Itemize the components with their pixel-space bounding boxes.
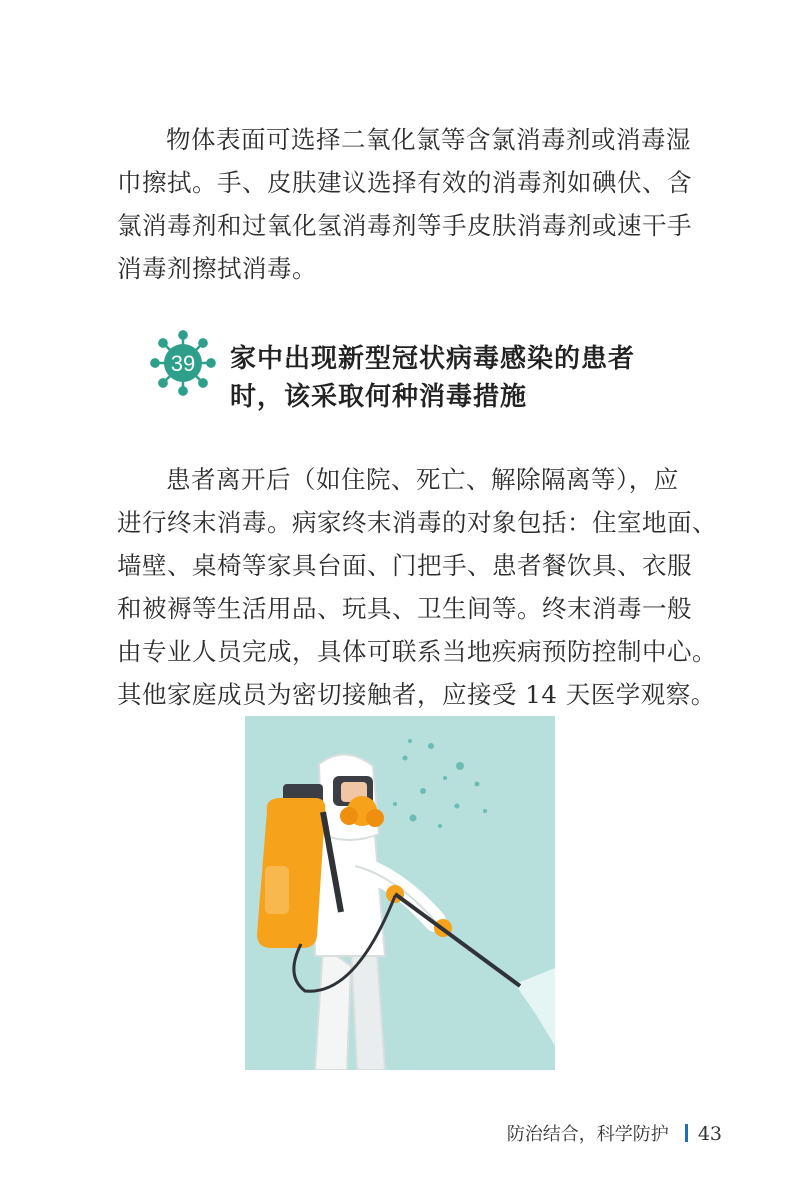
paragraph-line: 消毒剂擦拭消毒。 xyxy=(117,254,317,283)
paragraph-line: 物体表面可选择二氧化氯等含氯消毒剂或消毒湿 xyxy=(166,125,691,154)
paragraph-line: 氯消毒剂和过氧化氢消毒剂等手皮肤消毒剂或速干手 xyxy=(117,211,692,240)
book-title: 防治结合，科学防护 xyxy=(506,1124,669,1145)
paragraph-line: 由专业人员完成，具体可联系当地疾病预防控制中心。 xyxy=(117,637,717,666)
disinfection-worker-illustration xyxy=(245,716,555,1070)
sprayer-worker-image xyxy=(245,716,555,1070)
page-number: 43 xyxy=(697,1123,722,1145)
paragraph-line: 患者离开后（如住院、死亡、解除隔离等），应 xyxy=(166,465,679,494)
paragraph-terminal-disinfection xyxy=(117,458,717,716)
paragraph-line: 进行终末消毒。病家终末消毒的对象包括：住室地面、 xyxy=(117,508,717,537)
paragraph-line: 其他家庭成员为密切接触者，应接受 14 天医学观察。 xyxy=(117,680,716,709)
page-footer xyxy=(507,1120,722,1146)
section-heading xyxy=(150,330,710,420)
section-title-line: 家中出现新型冠状病毒感染的患者 xyxy=(230,344,636,374)
section-title xyxy=(230,340,635,416)
paragraph-surface-disinfection xyxy=(117,118,692,290)
paragraph-line: 巾擦拭。手、皮肤建议选择有效的消毒剂如碘伏、含 xyxy=(117,168,692,197)
section-title-line: 时，该采取何种消毒措施 xyxy=(230,382,528,412)
paragraph-line: 墙壁、桌椅等家具台面、门把手、患者餐饮具、衣服 xyxy=(117,551,692,580)
virus-number-badge-icon xyxy=(150,330,216,396)
footer-separator xyxy=(685,1124,688,1142)
section-number: 39 xyxy=(170,351,196,376)
paragraph-line: 和被褥等生活用品、玩具、卫生间等。终末消毒一般 xyxy=(117,594,692,623)
